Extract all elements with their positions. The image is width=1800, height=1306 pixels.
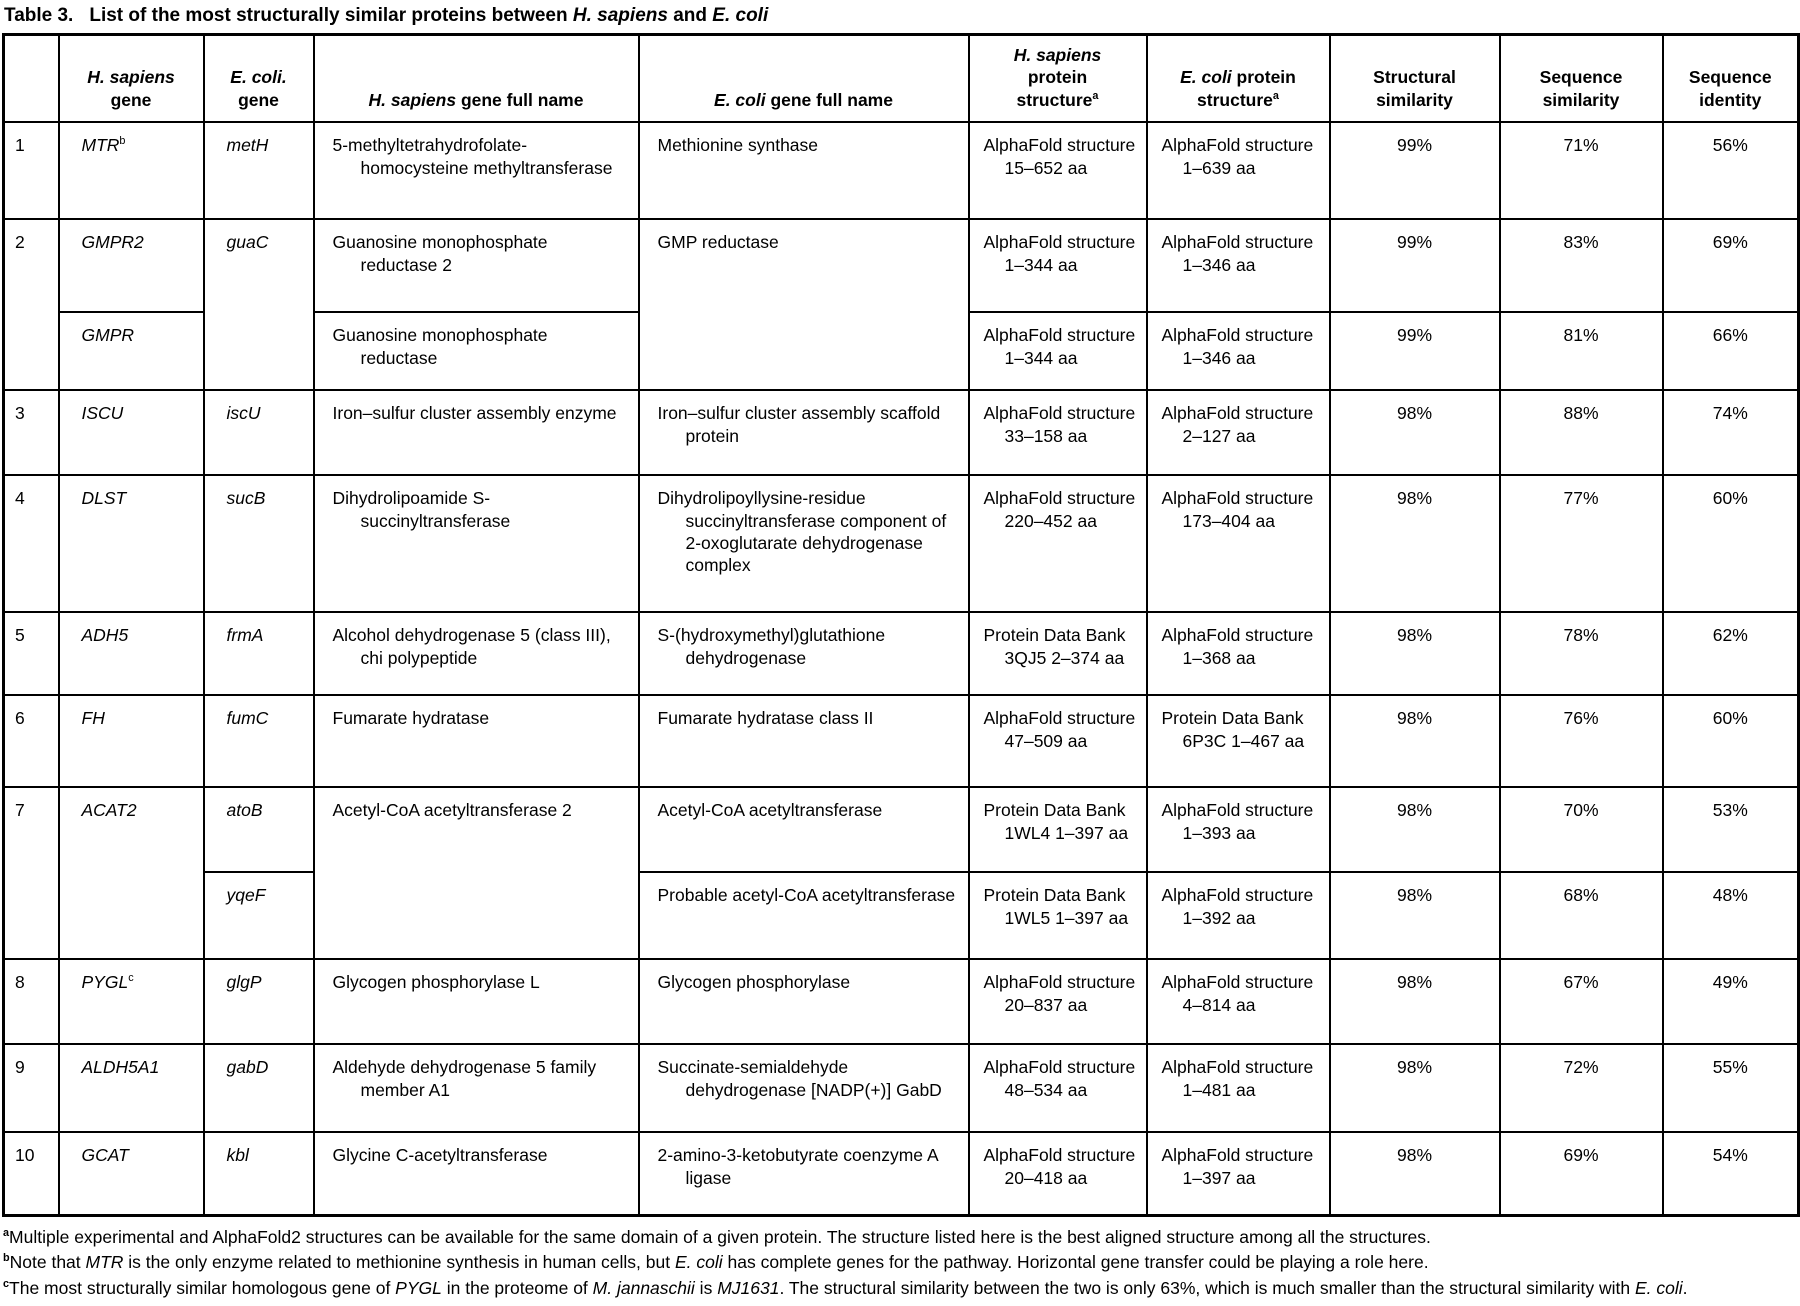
table-row	[4, 219, 1799, 312]
footnote-a-marker: a	[3, 1226, 10, 1239]
hs-structure-cell: AlphaFold structure 1–344 aa	[969, 312, 1147, 390]
hs-fullname-cell: 5-methyltetrahydrofolate-homocysteine methyltransferase	[314, 122, 639, 219]
ec-fullname-cell: S-(hydroxymethyl)glutathione dehydrogenase	[639, 612, 969, 695]
table-title-label: Table 3.	[4, 5, 74, 26]
ec-fullname-cell: Dihydrolipoyllysine-residue succinyltransferase component of 2-oxoglutarate dehydrogenase complex	[639, 475, 969, 612]
ec-gene-cell: yqeF	[204, 872, 314, 959]
ec-fullname-cell: Succinate-semialdehyde dehydrogenase [NADP(+)] GabD	[639, 1044, 969, 1132]
hs-structure-cell: AlphaFold structure 47–509 aa	[969, 695, 1147, 787]
hs-structure-cell: Protein Data Bank 1WL5 1–397 aa	[969, 872, 1147, 959]
hs-gene-cell: GMPR	[59, 312, 204, 390]
ec-fullname-cell: Fumarate hydratase class II	[639, 695, 969, 787]
hs-structure-cell: AlphaFold structure 15–652 aa	[969, 122, 1147, 219]
table-row	[4, 695, 1799, 787]
table-row	[4, 787, 1799, 872]
ec-structure-cell: AlphaFold structure 4–814 aa	[1147, 959, 1330, 1044]
sequence-similarity-cell: 71%	[1500, 122, 1663, 219]
ec-gene-cell: iscU	[204, 390, 314, 475]
hs-gene-cell: MTR$^b$	[59, 122, 204, 219]
ec-gene-cell: guaC	[204, 219, 314, 390]
hs-fullname-cell: Iron–sulfur cluster assembly enzyme	[314, 390, 639, 475]
footnote-c-marker: c	[3, 1278, 10, 1291]
col-header-ec-gene: E. coli. gene	[204, 35, 314, 123]
hs-fullname-cell: Guanosine monophosphate reductase 2	[314, 219, 639, 312]
col-header-hs-structure: H. sapiens protein structure$^a$	[969, 35, 1147, 123]
ec-structure-cell: AlphaFold structure 1–392 aa	[1147, 872, 1330, 959]
hs-fullname-cell: Guanosine monophosphate reductase	[314, 312, 639, 390]
footnote-marker-b: b	[119, 135, 126, 148]
ec-fullname-cell: Iron–sulfur cluster assembly scaffold protein	[639, 390, 969, 475]
sequence-similarity-cell: 78%	[1500, 612, 1663, 695]
ec-gene-cell: sucB	[204, 475, 314, 612]
footnote-marker-c: c	[128, 972, 134, 985]
ec-fullname-cell: GMP reductase	[639, 219, 969, 390]
row-index: 7	[4, 787, 59, 959]
structural-similarity-cell: 99%	[1330, 122, 1500, 219]
table-row	[4, 390, 1799, 475]
ec-gene-cell: metH	[204, 122, 314, 219]
structural-similarity-cell: 99%	[1330, 219, 1500, 312]
ec-gene-cell: glgP	[204, 959, 314, 1044]
ec-structure-cell: AlphaFold structure 1–368 aa	[1147, 612, 1330, 695]
table-row	[4, 475, 1799, 612]
hs-gene-cell: DLST	[59, 475, 204, 612]
ec-structure-cell: AlphaFold structure 1–397 aa	[1147, 1132, 1330, 1215]
hs-fullname-cell: Dihydrolipoamide S-succinyltransferase	[314, 475, 639, 612]
ec-gene-cell: atoB	[204, 787, 314, 872]
row-index: 8	[4, 959, 59, 1044]
sequence-identity-cell: 49%	[1663, 959, 1799, 1044]
structural-similarity-cell: 98%	[1330, 872, 1500, 959]
sequence-identity-cell: 56%	[1663, 122, 1799, 219]
hs-structure-cell: AlphaFold structure 48–534 aa	[969, 1044, 1147, 1132]
hs-gene-cell: ACAT2	[59, 787, 204, 959]
col-header-ec-structure: E. coli protein structure$^a$	[1147, 35, 1330, 123]
ec-fullname-cell: Probable acetyl-CoA acetyltransferase	[639, 872, 969, 959]
row-index: 9	[4, 1044, 59, 1132]
hs-structure-cell: Protein Data Bank 3QJ5 2–374 aa	[969, 612, 1147, 695]
sequence-similarity-cell: 88%	[1500, 390, 1663, 475]
structural-similarity-cell: 98%	[1330, 959, 1500, 1044]
footnote-a: $^a$Multiple experimental and AlphaFold2 structures can be available for the same domain of a given protein. The structure listed here is the best aligned structure among all the structures.	[3, 1226, 1431, 1247]
sequence-identity-cell: 66%	[1663, 312, 1799, 390]
row-index: 5	[4, 612, 59, 695]
footnote-b: $^b$Note that MTR is the only enzyme related to methionine synthesis in human cells, but E. coli has complete genes for the pathway. Horizontal gene transfer could be playing a role here.	[3, 1252, 1429, 1273]
col-header-sequence-similarity: Sequence similarity	[1500, 35, 1663, 123]
sequence-identity-cell: 69%	[1663, 219, 1799, 312]
table-title	[2, 2, 1800, 33]
ec-structure-cell: AlphaFold structure 2–127 aa	[1147, 390, 1330, 475]
footnote-marker-a: a	[1092, 89, 1099, 102]
ec-gene-cell: fumC	[204, 695, 314, 787]
col-header-index	[4, 35, 59, 123]
sequence-similarity-cell: 77%	[1500, 475, 1663, 612]
hs-structure-cell: AlphaFold structure 220–452 aa	[969, 475, 1147, 612]
hs-gene-cell: ALDH5A1	[59, 1044, 204, 1132]
sequence-identity-cell: 48%	[1663, 872, 1799, 959]
ec-fullname-cell: Acetyl-CoA acetyltransferase	[639, 787, 969, 872]
col-header-sequence-identity: Sequence identity	[1663, 35, 1799, 123]
ec-structure-cell: AlphaFold structure 1–346 aa	[1147, 312, 1330, 390]
footnotes	[2, 1217, 1800, 1306]
ec-structure-cell: AlphaFold structure 1–346 aa	[1147, 219, 1330, 312]
ec-fullname-cell: Methionine synthase	[639, 122, 969, 219]
structural-similarity-cell: 99%	[1330, 312, 1500, 390]
row-index: 6	[4, 695, 59, 787]
table-header	[4, 35, 1799, 123]
hs-gene-cell: GCAT	[59, 1132, 204, 1215]
table-title-conjunction: and	[667, 5, 713, 26]
sequence-similarity-cell: 67%	[1500, 959, 1663, 1044]
sequence-similarity-cell: 76%	[1500, 695, 1663, 787]
species-e-coli: E. coli	[712, 5, 769, 26]
similar-proteins-table	[2, 33, 1800, 1217]
sequence-identity-cell: 60%	[1663, 695, 1799, 787]
sequence-similarity-cell: 68%	[1500, 872, 1663, 959]
hs-structure-cell: AlphaFold structure 33–158 aa	[969, 390, 1147, 475]
table-row	[4, 612, 1799, 695]
hs-gene-cell: ISCU	[59, 390, 204, 475]
hs-structure-cell: AlphaFold structure 20–418 aa	[969, 1132, 1147, 1215]
table-row	[4, 959, 1799, 1044]
row-index: 1	[4, 122, 59, 219]
ec-gene-cell: kbl	[204, 1132, 314, 1215]
sequence-similarity-cell: 70%	[1500, 787, 1663, 872]
hs-fullname-cell: Aldehyde dehydrogenase 5 family member A1	[314, 1044, 639, 1132]
ec-structure-cell: AlphaFold structure 1–393 aa	[1147, 787, 1330, 872]
hs-fullname-cell: Acetyl-CoA acetyltransferase 2	[314, 787, 639, 959]
table-subrow	[4, 872, 1799, 959]
hs-fullname-cell: Fumarate hydratase	[314, 695, 639, 787]
ec-fullname-cell: 2-amino-3-ketobutyrate coenzyme A ligase	[639, 1132, 969, 1215]
structural-similarity-cell: 98%	[1330, 787, 1500, 872]
sequence-similarity-cell: 83%	[1500, 219, 1663, 312]
sequence-identity-cell: 60%	[1663, 475, 1799, 612]
sequence-identity-cell: 55%	[1663, 1044, 1799, 1132]
sequence-identity-cell: 62%	[1663, 612, 1799, 695]
ec-fullname-cell: Glycogen phosphorylase	[639, 959, 969, 1044]
sequence-similarity-cell: 81%	[1500, 312, 1663, 390]
table-row	[4, 122, 1799, 219]
structural-similarity-cell: 98%	[1330, 1132, 1500, 1215]
footnote-c: $^c$The most structurally similar homologous gene of PYGL in the proteome of M. jannaschii is MJ1631. The structural similarity between the two is only 63%, which is much smaller than the structural similarity with E. coli.	[3, 1278, 1688, 1299]
structural-similarity-cell: 98%	[1330, 695, 1500, 787]
sequence-identity-cell: 53%	[1663, 787, 1799, 872]
row-index: 2	[4, 219, 59, 390]
footnote-marker-a: a	[1272, 89, 1279, 102]
hs-structure-cell: AlphaFold structure 20–837 aa	[969, 959, 1147, 1044]
hs-gene-cell: ADH5	[59, 612, 204, 695]
hs-gene-cell: FH	[59, 695, 204, 787]
ec-gene-cell: gabD	[204, 1044, 314, 1132]
table-row	[4, 1132, 1799, 1215]
ec-structure-cell: AlphaFold structure 1–639 aa	[1147, 122, 1330, 219]
col-header-structural-similarity: Structural similarity	[1330, 35, 1500, 123]
ec-structure-cell: Protein Data Bank 6P3C 1–467 aa	[1147, 695, 1330, 787]
structural-similarity-cell: 98%	[1330, 612, 1500, 695]
footnote-b-marker: b	[3, 1252, 10, 1265]
species-h-sapiens: H. sapiens	[572, 5, 668, 26]
sequence-similarity-cell: 69%	[1500, 1132, 1663, 1215]
hs-fullname-cell: Alcohol dehydrogenase 5 (class III), chi polypeptide	[314, 612, 639, 695]
row-index: 3	[4, 390, 59, 475]
table-title-text: List of the most structurally similar proteins between	[89, 5, 573, 26]
hs-gene-cell: PYGL$^c$	[59, 959, 204, 1044]
sequence-similarity-cell: 72%	[1500, 1044, 1663, 1132]
row-index: 10	[4, 1132, 59, 1215]
hs-structure-cell: Protein Data Bank 1WL4 1–397 aa	[969, 787, 1147, 872]
col-header-hs-fullname: H. sapiens gene full name	[314, 35, 639, 123]
table-body	[4, 122, 1799, 1215]
hs-structure-cell: AlphaFold structure 1–344 aa	[969, 219, 1147, 312]
hs-gene-cell: GMPR2	[59, 219, 204, 312]
structural-similarity-cell: 98%	[1330, 475, 1500, 612]
hs-fullname-cell: Glycine C-acetyltransferase	[314, 1132, 639, 1215]
ec-structure-cell: AlphaFold structure 1–481 aa	[1147, 1044, 1330, 1132]
structural-similarity-cell: 98%	[1330, 1044, 1500, 1132]
sequence-identity-cell: 74%	[1663, 390, 1799, 475]
row-index: 4	[4, 475, 59, 612]
col-header-ec-fullname: E. coli gene full name	[639, 35, 969, 123]
structural-similarity-cell: 98%	[1330, 390, 1500, 475]
sequence-identity-cell: 54%	[1663, 1132, 1799, 1215]
table-row	[4, 1044, 1799, 1132]
col-header-hs-gene: H. sapiens gene	[59, 35, 204, 123]
ec-gene-cell: frmA	[204, 612, 314, 695]
hs-fullname-cell: Glycogen phosphorylase L	[314, 959, 639, 1044]
ec-structure-cell: AlphaFold structure 173–404 aa	[1147, 475, 1330, 612]
